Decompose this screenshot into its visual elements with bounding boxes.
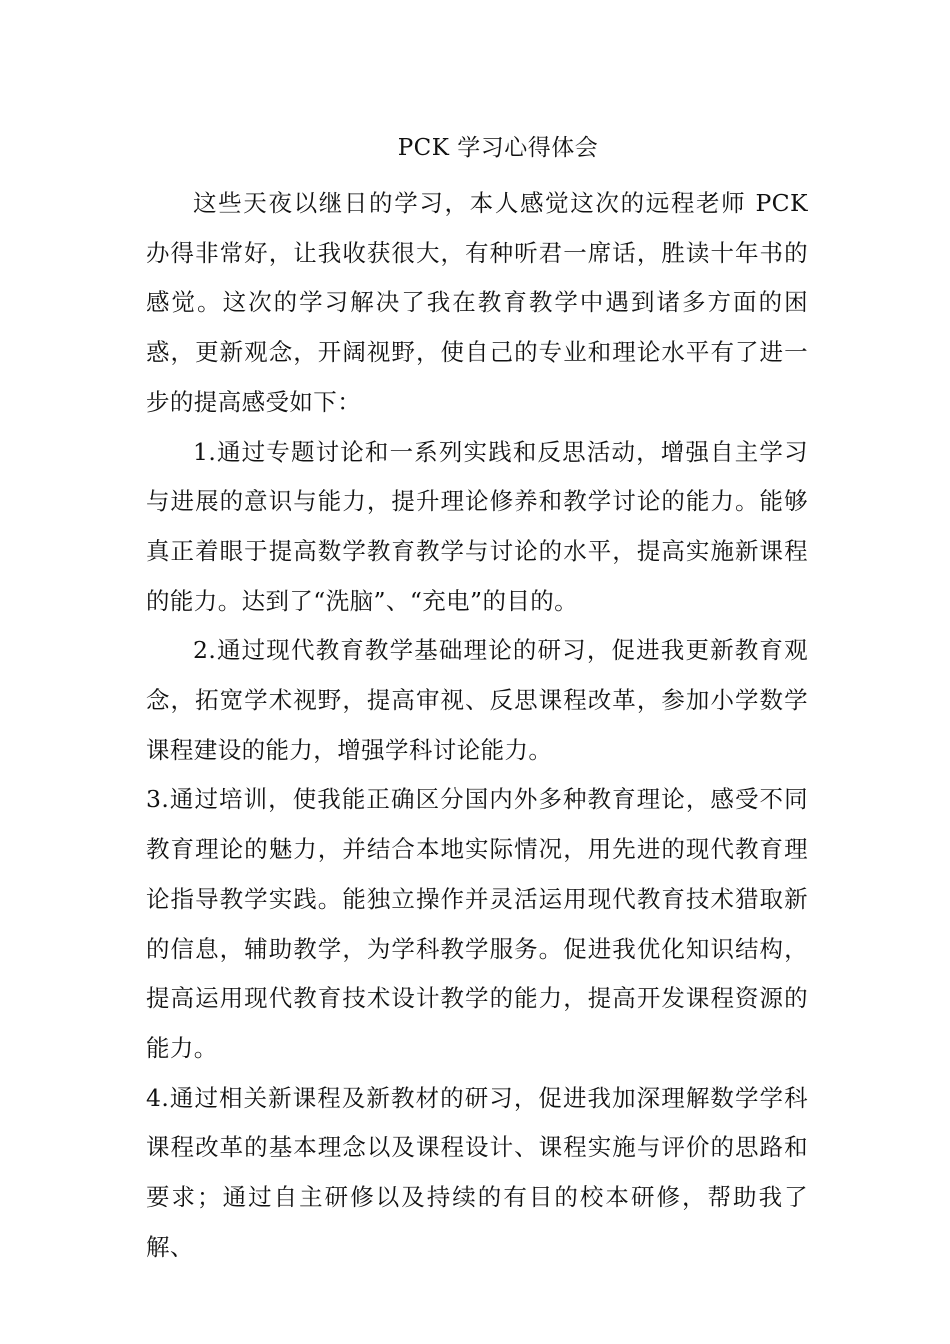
document-title: PCK 学习心得体会 — [397, 135, 599, 161]
paragraph-point-4: 4.通过相关新课程及新教材的研习，促进我加深理解数学学科课程改革的基本理念以及课程设计、课程实施与评价的思路和要求；通过自主研修以及持续的有目的校本研修，帮助我了解、 — [146, 1083, 808, 1261]
paragraph-point-2: 2.通过现代教育教学基础理论的研习，促进我更新教育观念，拓宽学术视野，提高审视、反思课程改革，参加小学数学课程建设的能力，增强学科讨论能力。 — [146, 636, 808, 764]
document-body — [146, 179, 808, 1272]
paragraph-point-1: 1.通过专题讨论和一系列实践和反思活动，增强自主学习与进展的意识与能力，提升理论修养和教学讨论的能力。能够真正着眼于提高数学教育教学与讨论的水平，提高实施新课程的能力。达到了“洗脑”、“充电”的目的。 — [146, 437, 808, 615]
paragraph-intro: 这些天夜以继日的学习，本人感觉这次的远程老师 PCK 办得非常好，让我收获很大，有种听君一席话，胜读十年书的感觉。这次的学习解决了我在教育教学中遇到诸多方面的困惑，更新观念，开阔视野，使自己的专业和理论水平有了进一步的提高感受如下： — [146, 189, 808, 416]
paragraph-point-3: 3.通过培训，使我能正确区分国内外多种教育理论，感受不同教育理论的魅力，并结合本地实际情况，用先进的现代教育理论指导教学实践。能独立操作并灵活运用现代教育技术猎取新的信息，辅助教学，为学科教学服务。促进我优化知识结构，提高运用现代教育技术设计教学的能力，提高开发课程资源的能力。 — [146, 785, 808, 1062]
